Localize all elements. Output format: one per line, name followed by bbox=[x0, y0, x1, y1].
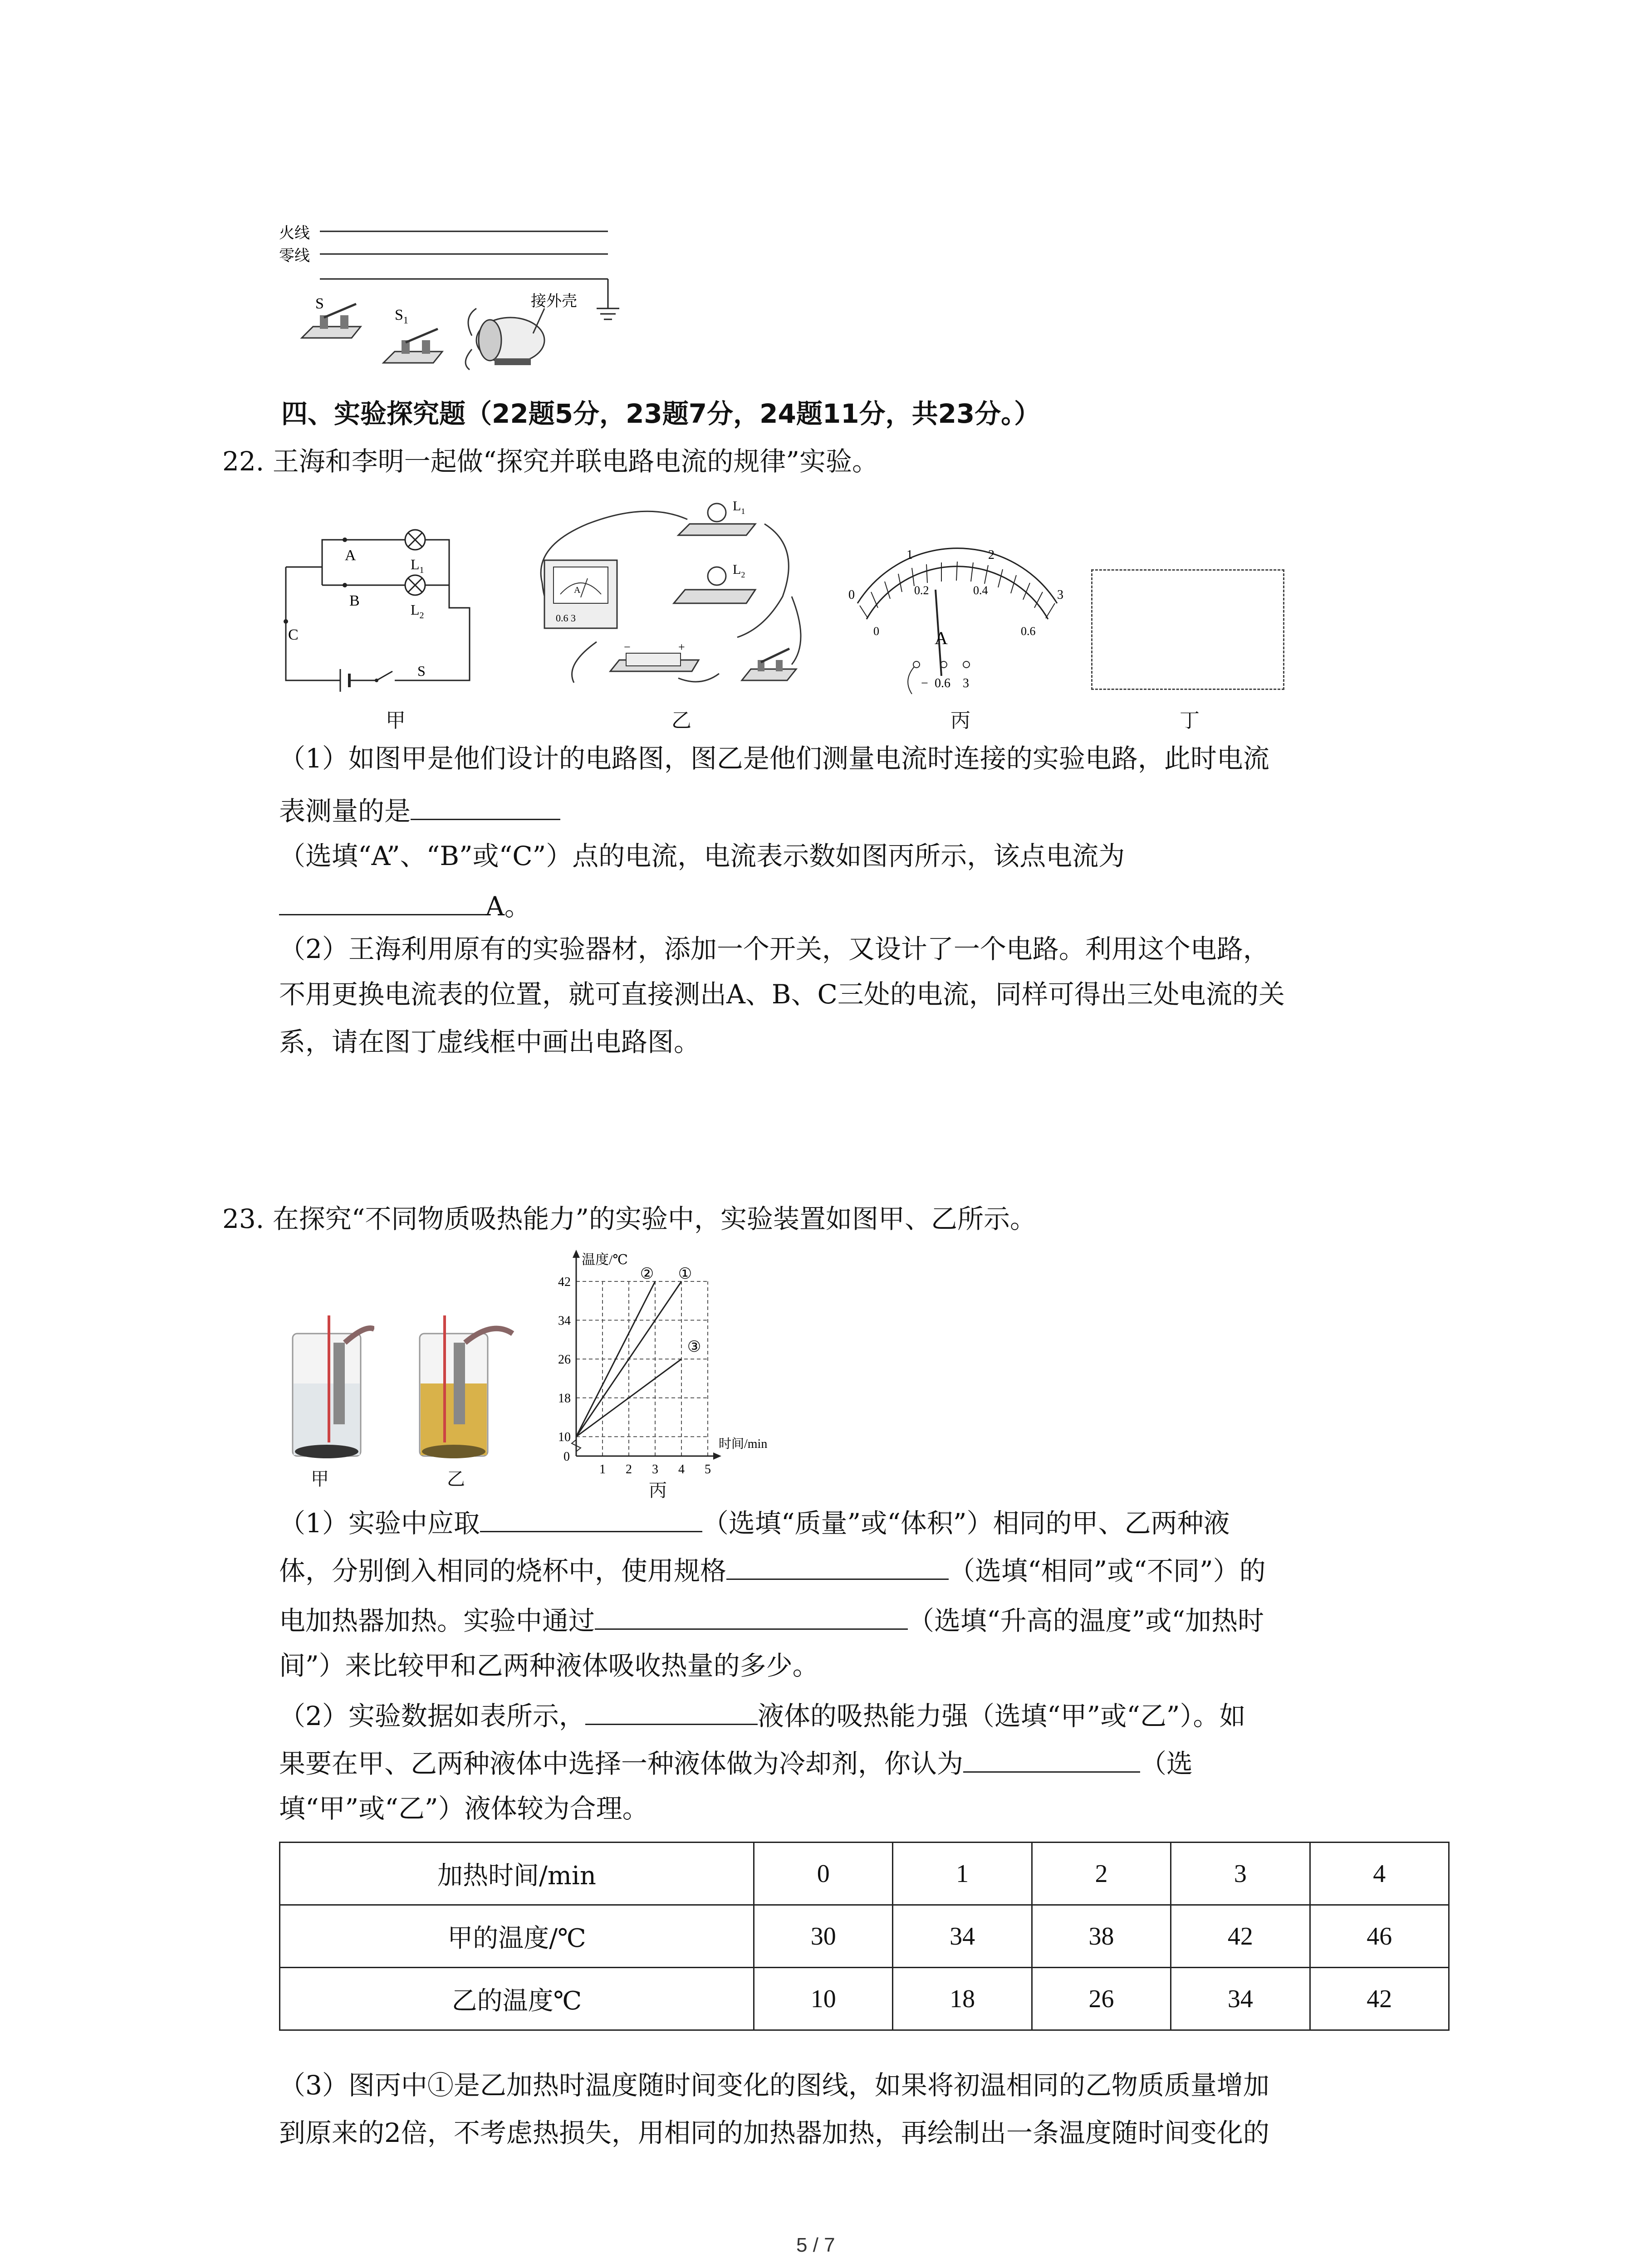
svg-text:L2: $L_2$ bbox=[411, 601, 424, 621]
y-tick-label: 34 bbox=[558, 1314, 571, 1328]
y-axis-label: 温度/℃ bbox=[582, 1252, 628, 1267]
table-cell: 34 bbox=[1171, 1968, 1310, 2030]
section-heading: 四、实验探究题（22题5分，23题7分，24题11分，共23分。） bbox=[281, 398, 1041, 429]
svg-text:A: A bbox=[574, 585, 581, 595]
lamp-l2-icon bbox=[405, 575, 425, 595]
table-cell: 3 bbox=[1171, 1843, 1310, 1905]
q23-blank-coolant[interactable] bbox=[963, 1744, 1140, 1773]
y-tick-label: 18 bbox=[558, 1391, 571, 1406]
q23-blank-stronger[interactable] bbox=[585, 1696, 758, 1725]
case-label: 接外壳 bbox=[531, 293, 577, 310]
svg-text:C: C bbox=[288, 626, 299, 643]
series-label: ② bbox=[640, 1266, 654, 1282]
x-tick-label: 2 bbox=[626, 1462, 632, 1476]
table-header-row bbox=[280, 1843, 1449, 1905]
neutral-wire-label: 零线 bbox=[279, 248, 310, 264]
svg-text:3: 3 bbox=[963, 676, 969, 690]
q23-label-jia: 甲 bbox=[311, 1469, 329, 1490]
svg-text:0.6: 0.6 bbox=[1021, 625, 1036, 638]
svg-text:A: A bbox=[345, 547, 356, 564]
table-cell: 乙的温度℃ bbox=[280, 1968, 754, 2030]
table-cell: 4 bbox=[1310, 1843, 1449, 1905]
x-axis-arrow bbox=[713, 1452, 721, 1460]
motor-icon bbox=[465, 308, 544, 370]
table-cell: 加热时间/min bbox=[280, 1843, 754, 1905]
q22-label-ding: 丁 bbox=[1180, 709, 1200, 732]
svg-text:2: 2 bbox=[988, 548, 994, 562]
svg-text:L2: $L_2$ bbox=[733, 562, 745, 579]
table-cell: 30 bbox=[754, 1905, 893, 1968]
table-row bbox=[280, 1968, 1449, 2030]
table-cell: 26 bbox=[1032, 1968, 1171, 2030]
q22-blank-point[interactable] bbox=[411, 792, 560, 820]
q22-figure-bing bbox=[839, 531, 1075, 699]
origin-label: 0 bbox=[563, 1450, 570, 1464]
svg-text:B: B bbox=[349, 592, 360, 609]
chart-text bbox=[558, 1252, 767, 1476]
q23-label-bing: 丙 bbox=[649, 1480, 667, 1501]
switch-s1-label: $S_1$ bbox=[395, 307, 408, 326]
q23-chart bbox=[538, 1245, 828, 1495]
svg-text:0.6 3: 0.6 3 bbox=[556, 612, 576, 624]
q23-stem: 23. 在探究“不同物质吸热能力”的实验中，实验装置如图甲、乙所示。 bbox=[222, 1203, 1036, 1234]
q23-label-yi: 乙 bbox=[447, 1469, 465, 1490]
q22-part2-line1: （2）王海利用原有的实验器材，添加一个开关，又设计了一个电路。利用这个电路， bbox=[279, 934, 1269, 964]
wiring-figure bbox=[277, 218, 676, 372]
switch-board-icon bbox=[742, 649, 796, 680]
q22-number: 22. bbox=[222, 446, 265, 477]
q23-number: 23. bbox=[222, 1203, 265, 1234]
y-tick-label: 10 bbox=[558, 1430, 571, 1445]
svg-text:L1: $L_1$ bbox=[733, 499, 745, 516]
q23-part3-line2: 到原来的2倍，不考虑热损失，用相同的加热器加热，再绘制出一条温度随时间变化的 bbox=[279, 2117, 1269, 2148]
q22-part1-line4: A。 bbox=[279, 887, 531, 924]
live-wire-label: 火线 bbox=[279, 225, 310, 242]
x-tick-label: 3 bbox=[652, 1462, 658, 1476]
q23-blank-spec[interactable] bbox=[726, 1551, 949, 1580]
q23-part2-line2: 果要在甲、乙两种液体中选择一种液体做为冷却剂，你认为 （选 bbox=[279, 1744, 1193, 1781]
svg-text:0: 0 bbox=[848, 588, 855, 602]
q22-label-yi: 乙 bbox=[671, 709, 691, 732]
q23-part2-line1: （2）实验数据如表所示， 液体的吸热能力强（选填“甲”或“乙”）。如 bbox=[279, 1696, 1246, 1733]
q22-figure-yi bbox=[529, 492, 819, 692]
q23-part3-line1: （3）图丙中①是乙加热时温度随时间变化的图线，如果将初温相同的乙物质质量增加 bbox=[279, 2070, 1269, 2101]
q22-part1-line2: 表测量的是 bbox=[279, 792, 560, 828]
x-tick-label: 1 bbox=[599, 1462, 606, 1476]
beaker-yi-icon bbox=[411, 1315, 519, 1465]
switch-s1-icon bbox=[383, 329, 442, 363]
q23-part1-line4: 间”）来比较甲和乙两种液体吸收热量的多少。 bbox=[279, 1650, 819, 1681]
y-tick-label: 26 bbox=[558, 1353, 571, 1367]
q23-part2-line3: 填“甲”或“乙”）液体较为合理。 bbox=[279, 1793, 649, 1824]
q22-figure-ding-box bbox=[1091, 569, 1284, 690]
q23-part1-line2: 体，分别倒入相同的烧杯中，使用规格 （选填“相同”或“不同”）的 bbox=[279, 1551, 1266, 1588]
series-label: ③ bbox=[687, 1339, 701, 1356]
svg-text:−: − bbox=[921, 676, 928, 690]
series-label: ① bbox=[678, 1266, 692, 1282]
q22-label-jia: 甲 bbox=[386, 709, 406, 732]
q23-blank-method[interactable] bbox=[595, 1601, 908, 1630]
switch-s-label: S bbox=[315, 295, 324, 312]
table-cell: 1 bbox=[893, 1843, 1032, 1905]
svg-text:1: 1 bbox=[906, 548, 913, 562]
y-tick-label: 42 bbox=[558, 1275, 571, 1289]
table-cell: 46 bbox=[1310, 1905, 1449, 1968]
svg-text:0.4: 0.4 bbox=[973, 584, 988, 597]
svg-text:3: 3 bbox=[1057, 588, 1063, 602]
table-cell: 38 bbox=[1032, 1905, 1171, 1968]
table-row bbox=[280, 1905, 1449, 1968]
svg-text:0: 0 bbox=[873, 625, 879, 638]
table-cell: 甲的温度/℃ bbox=[280, 1905, 754, 1968]
beaker-jia-icon bbox=[284, 1315, 374, 1465]
table-cell: 42 bbox=[1310, 1968, 1449, 2030]
table-cell: 0 bbox=[754, 1843, 893, 1905]
x-axis-label: 时间/min bbox=[719, 1437, 768, 1451]
q22-part2-line2: 不用更换电流表的位置，就可直接测出A、B、C三处的电流，同样可得出三处电流的关 bbox=[279, 979, 1285, 1010]
q22-part1-line3: （选填“A”、“B”或“C”）点的电流，电流表示数如图丙所示，该点电流为 bbox=[279, 841, 1125, 871]
svg-text:A: A bbox=[935, 628, 948, 648]
q23-blank-quantity[interactable] bbox=[480, 1504, 702, 1532]
q22-label-bing: 丙 bbox=[950, 709, 970, 732]
lamp-l1-icon bbox=[405, 530, 425, 550]
svg-text:0.6: 0.6 bbox=[935, 676, 950, 690]
switch-s-icon bbox=[302, 304, 361, 338]
svg-text:−: − bbox=[624, 640, 631, 654]
table-cell: 42 bbox=[1171, 1905, 1310, 1968]
q23-data-table bbox=[279, 1842, 1450, 2031]
table-cell: 2 bbox=[1032, 1843, 1171, 1905]
svg-text:L1: $L_1$ bbox=[411, 556, 424, 575]
table-cell: 18 bbox=[893, 1968, 1032, 2030]
battery-icon bbox=[610, 653, 699, 671]
page-number: 5 / 7 bbox=[796, 2234, 835, 2256]
q23-part1-line1: （1）实验中应取 （选填“质量”或“体积”）相同的甲、乙两种液 bbox=[279, 1504, 1230, 1540]
q23-part1-line3: 电加热器加热。实验中通过 （选填“升高的温度”或“加热时 bbox=[279, 1601, 1264, 1638]
q22-blank-current[interactable] bbox=[279, 887, 485, 915]
q22-figure-jia bbox=[281, 522, 495, 694]
q22-part1-line1: （1）如图甲是他们设计的电路图，图乙是他们测量电流时连接的实验电路，此时电流 bbox=[279, 743, 1269, 774]
table-cell: 34 bbox=[893, 1905, 1032, 1968]
x-tick-label: 5 bbox=[705, 1462, 711, 1476]
y-axis-arrow bbox=[573, 1250, 580, 1258]
table-cell: 10 bbox=[754, 1968, 893, 2030]
svg-text:+: + bbox=[678, 640, 685, 654]
ammeter-icon bbox=[544, 560, 617, 628]
svg-text:S: S bbox=[417, 663, 426, 679]
x-tick-label: 4 bbox=[678, 1462, 685, 1476]
q22-stem: 22. 王海和李明一起做“探究并联电路电流的规律”实验。 bbox=[222, 446, 878, 477]
q22-part2-line3: 系，请在图丁虚线框中画出电路图。 bbox=[279, 1026, 700, 1057]
svg-text:0.2: 0.2 bbox=[914, 584, 929, 597]
